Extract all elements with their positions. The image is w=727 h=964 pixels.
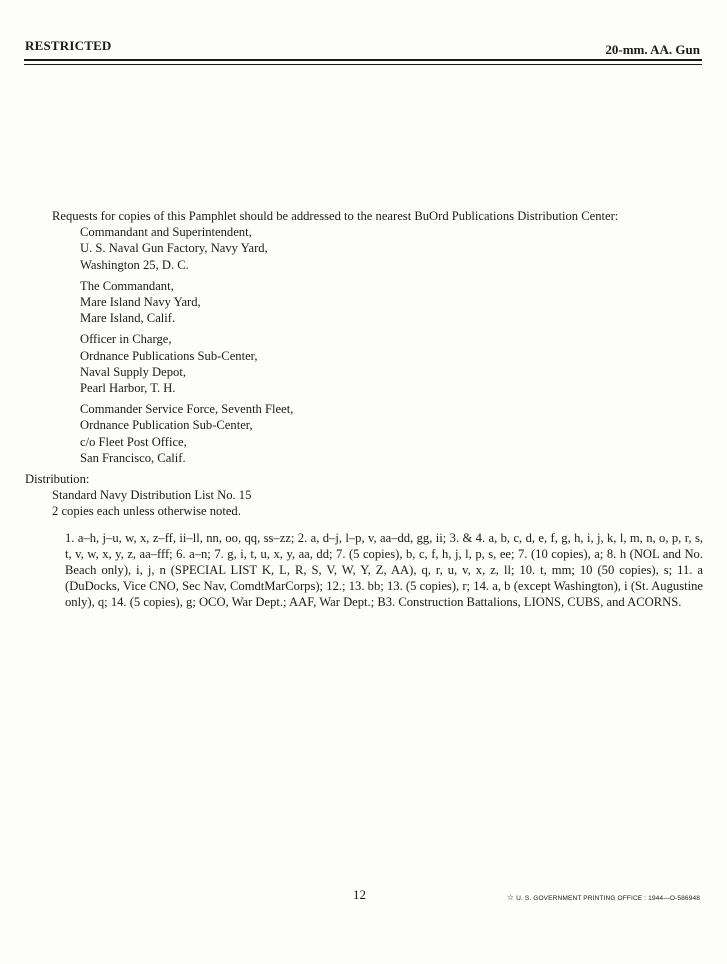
address-line: Commander Service Force, Seventh Fleet, [80, 402, 294, 417]
distribution-copies-note: 2 copies each unless otherwise noted. [52, 504, 241, 519]
page-number: 12 [353, 887, 366, 902]
address-line: Officer in Charge, [80, 332, 172, 347]
address-line: c/o Fleet Post Office, [80, 434, 187, 449]
address-line: Ordnance Publications Sub-Center, [80, 348, 258, 363]
address-line: U. S. Naval Gun Factory, Navy Yard, [80, 241, 268, 256]
body-text [25, 208, 703, 611]
address-line: Ordnance Publication Sub-Center, [80, 418, 253, 433]
address-line: Pearl Harbor, T. H. [80, 381, 176, 396]
document-title: 20-mm. AA. Gun [605, 42, 700, 57]
printer-text: U. S. GOVERNMENT PRINTING OFFICE : 1944—O-586948 [516, 895, 700, 902]
address-line: Washington 25, D. C. [80, 257, 189, 272]
distribution-heading: Distribution: [25, 472, 90, 487]
address-line: San Francisco, Calif. [80, 450, 186, 465]
printer-imprint [507, 893, 700, 902]
address-line: Commandant and Superintendent, [80, 225, 252, 240]
address-block [80, 224, 703, 273]
address-block [80, 401, 703, 466]
header-rule-thick [24, 59, 702, 61]
address-block [80, 331, 703, 396]
distribution-list-name: Standard Navy Distribution List No. 15 [52, 488, 252, 503]
address-line: The Commandant, [80, 278, 174, 293]
restricted-marking: RESTRICTED [25, 38, 112, 53]
intro-paragraph: Requests for copies of this Pamphlet should be addressed to the nearest BuOrd Publications Distribution Center: [52, 209, 619, 223]
address-line: Mare Island Navy Yard, [80, 295, 201, 310]
distribution-list: 1. a–h, j–u, w, x, z–ff, ii–ll, nn, oo, qq, ss–zz; 2. a, d–j, l–p, v, aa–dd, gg, ii; 3. & 4. a, b, c, d, e, f, g, h, i, j, k, l, m, n, o, p, r, s, t, v, w, x, y, z, aa–fff; 6. a–n; 7. g, i, t, u, x, y, aa, dd; 7. (5 copies), b, c, f, h, j, l, p, s, ee; 7. (10 copies), a; 8. h (NOL and No. Beach only), i, j, n (SPECIAL LIST K, L, R, S, V, W, Y, Z, AA), q, r, u, v, x, z, ll; 10. t, mm; 10 (50 copies), s; 11. a (DuDocks, Vice CNO, Sec Nav, ComdtMarCorps); 12.; 13. bb; 13. (5 copies), r; 14. a, b (except Washington), i (St. Augustine only), q; 14. (5 copies), g; OCO, War Dept.; AAF, War Dept.; B3. Construction Battalions, LIONS, CUBS, and ACORNS. [65, 530, 703, 610]
address-line: Naval Supply Depot, [80, 364, 186, 379]
header-rule-thin [24, 64, 702, 65]
star-icon: ☆ [506, 893, 515, 902]
address-line: Mare Island, Calif. [80, 311, 176, 326]
address-block [80, 278, 703, 327]
